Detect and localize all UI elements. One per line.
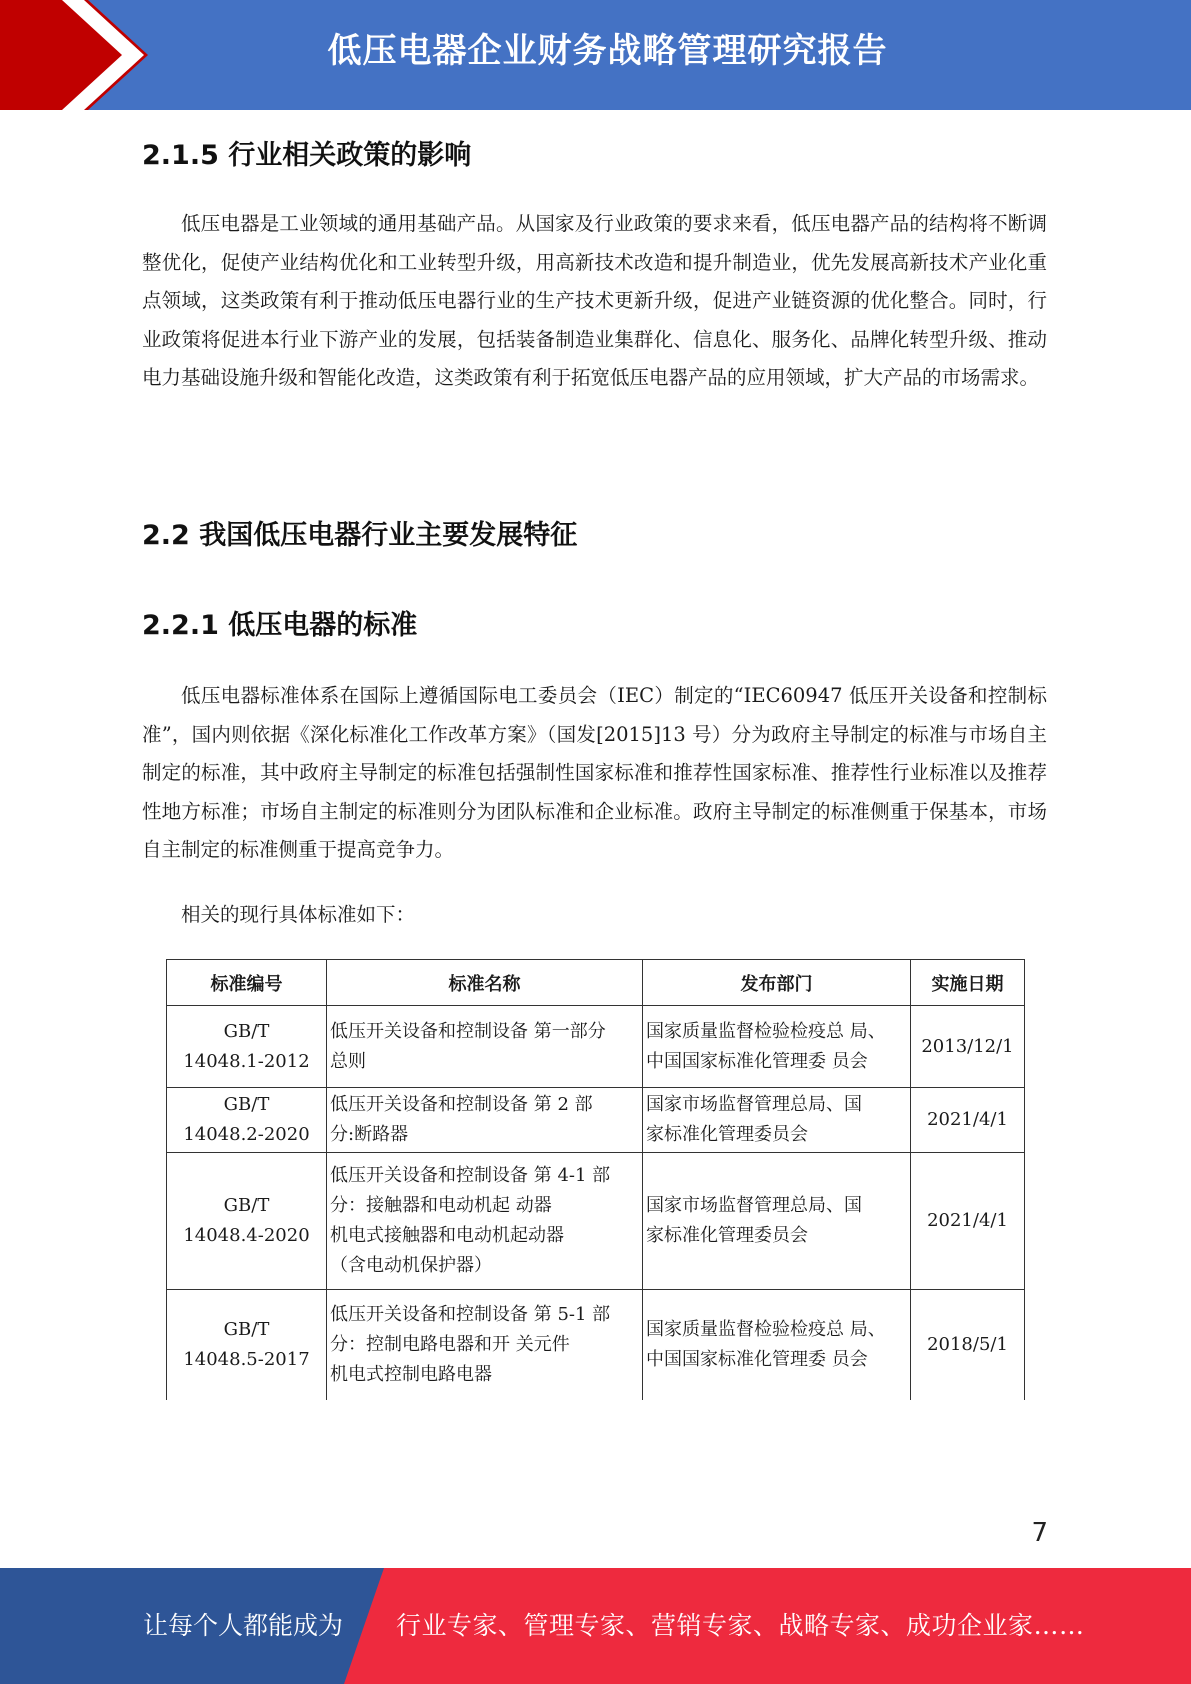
footer-slogan-right: 行业专家、管理专家、营销专家、战略专家、成功企业家…… [396,1611,1085,1640]
standard-code [167,1006,327,1088]
standard-code [167,1153,327,1290]
table-row [167,1153,1025,1290]
page-header [0,0,1191,110]
table-header-row [167,960,1025,1006]
section-heading-2-2: 2.2 我国低压电器行业主要发展特征 [142,520,578,551]
standard-code-number: 14048.5-2017 [183,1348,310,1370]
standard-code-prefix: GB/T [223,1020,270,1042]
page-number: 7 [1031,1518,1048,1548]
standard-name-line: 低压开关设备和控制设备 第 5-1 部 [330,1303,611,1325]
standard-code-prefix: GB/T [223,1318,270,1340]
standard-name-line: 分：控制电路电器和开 关元件 [330,1333,570,1355]
column-header-department: 发布部门 [643,960,911,1006]
issuing-department [643,1153,911,1290]
department-line: 中国国家标准化管理委 员会 [646,1348,868,1370]
effective-date: 2021/4/1 [911,1153,1025,1290]
effective-date: 2013/12/1 [911,1006,1025,1088]
standard-code [167,1088,327,1153]
column-header-code: 标准编号 [167,960,327,1006]
table-row [167,1088,1025,1153]
standard-name-line: 分:断路器 [330,1124,409,1145]
issuing-department [643,1088,911,1153]
department-line: 国家质量监督检验检疫总 局、 [646,1020,886,1042]
standard-name [327,1153,643,1290]
effective-date: 2018/5/1 [911,1290,1025,1400]
page-footer [0,1568,1191,1684]
section-2-2-1-paragraph: 低压电器标准体系在国际上遵循国际电工委员会（IEC）制定的“IEC60947 低压开关设备和控制标准”，国内则依据《深化标准化工作改革方案》（国发[2015]13 号）分为政府主导制定的标准与市场自主制定的标准，其中政府主导制定的标准包括强制性国家标准和推荐性国家标准、推荐性行业标准以及推荐性地方标准；市场自主制定的标准则分为团队标准和企业标准。政府主导制定的标准侧重于保基本，市场自主制定的标准侧重于提高竞争力。 [142,684,1047,861]
standard-name-line: 分：接触器和电动机起 动器 [330,1195,552,1216]
department-line: 国家质量监督检验检疫总 局、 [646,1318,886,1340]
standard-name-line: 总则 [330,1050,366,1072]
standard-name [327,1088,643,1153]
footer-slogan-left: 让每个人都能成为 [143,1611,344,1640]
standard-code-number: 14048.2-2020 [183,1124,310,1145]
standard-code-prefix: GB/T [223,1195,270,1216]
issuing-department [643,1006,911,1088]
table-row [167,1290,1025,1400]
standard-name [327,1006,643,1088]
standard-name [327,1290,643,1400]
table-row [167,1006,1025,1088]
standard-name-line: 机电式控制电路电器 [330,1363,492,1385]
standard-code-number: 14048.1-2012 [183,1050,310,1072]
department-line: 家标准化管理委员会 [646,1124,808,1145]
issuing-department [643,1290,911,1400]
standard-name-line: 低压开关设备和控制设备 第一部分 [330,1020,606,1042]
standard-code-number: 14048.4-2020 [183,1225,310,1246]
standard-code [167,1290,327,1400]
department-line: 国家市场监督管理总局、国 [646,1094,862,1115]
standard-name-line: 低压开关设备和控制设备 第 4-1 部 [330,1165,611,1186]
table-intro-text: 相关的现行具体标准如下： [181,903,416,926]
document-title: 低压电器企业财务战略管理研究报告 [327,31,888,71]
column-header-name: 标准名称 [327,960,643,1006]
standard-name-line: 低压开关设备和控制设备 第 2 部 [330,1094,593,1115]
department-line: 中国国家标准化管理委 员会 [646,1050,868,1072]
effective-date: 2021/4/1 [911,1088,1025,1153]
standard-code-prefix: GB/T [223,1094,270,1115]
section-2-1-5-paragraph: 低压电器是工业领域的通用基础产品。从国家及行业政策的要求来看，低压电器产品的结构将不断调整优化，促使产业结构优化和工业转型升级，用高新技术改造和提升制造业，优先发展高新技术产业化重点领域，这类政策有利于推动低压电器行业的生产技术更新升级，促进产业链资源的优化整合。同时，行业政策将促进本行业下游产业的发展，包括装备制造业集群化、信息化、服务化、品牌化转型升级、推动电力基础设施升级和智能化改造，这类政策有利于拓宽低压电器产品的应用领域，扩大产品的市场需求。 [142,212,1047,389]
standard-name-line: （含电动机保护器） [330,1255,492,1276]
standard-name-line: 机电式接触器和电动机起动器 [330,1225,564,1246]
standards-table [166,959,1025,1400]
department-line: 家标准化管理委员会 [646,1225,808,1246]
section-heading-2-1-5: 2.1.5 行业相关政策的影响 [142,140,472,171]
column-header-date: 实施日期 [911,960,1025,1006]
section-heading-2-2-1: 2.2.1 低压电器的标准 [142,610,418,641]
department-line: 国家市场监督管理总局、国 [646,1195,862,1216]
